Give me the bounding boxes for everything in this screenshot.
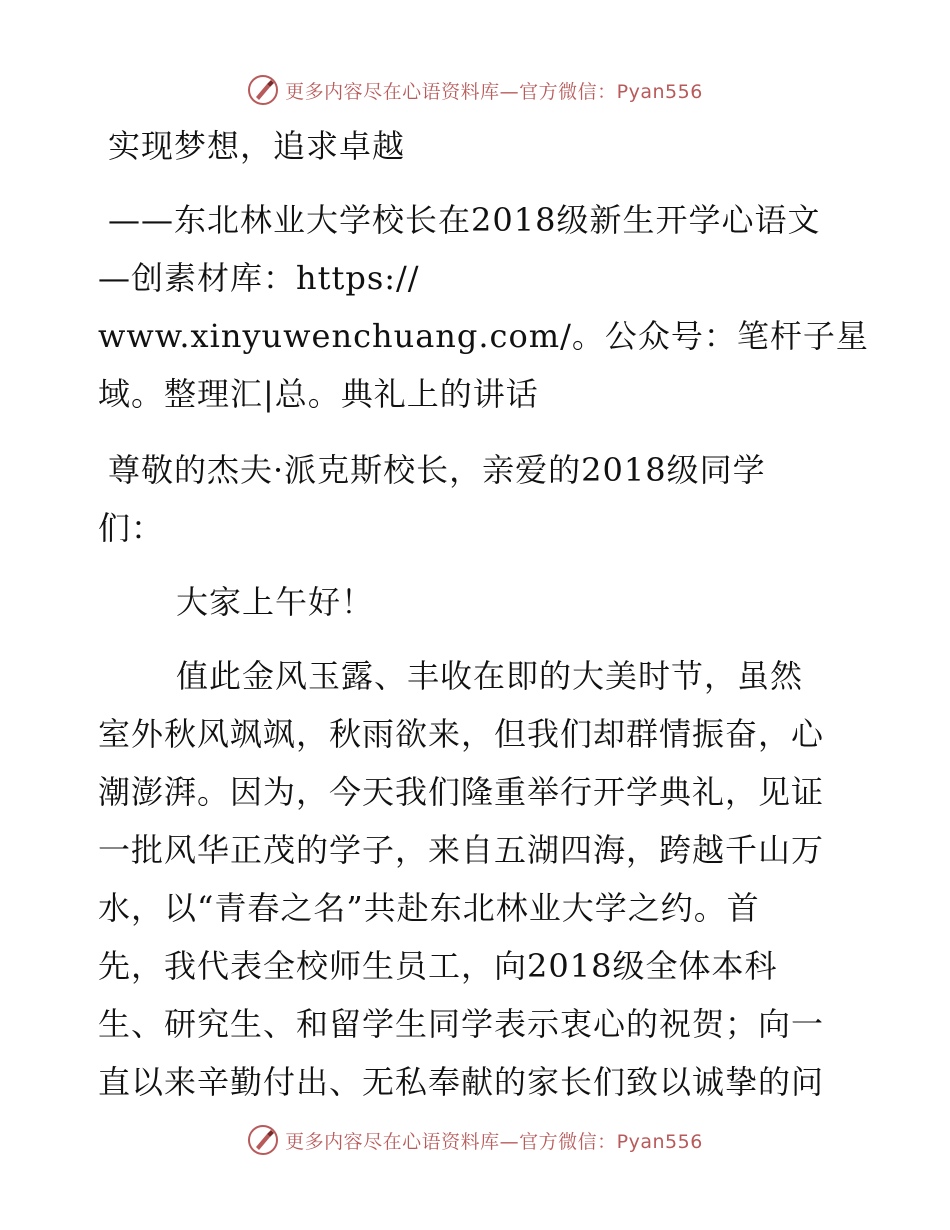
watermark-text: 更多内容尽在心语资料库—官方微信：Pyan556 xyxy=(285,1130,703,1153)
watermark-text: 更多内容尽在心语资料库—官方微信：Pyan556 xyxy=(285,80,703,103)
paragraph-line: 水，以“青春之名”共赴东北林业大学之约。首 xyxy=(98,889,760,927)
pen-logo-icon xyxy=(247,74,279,106)
pen-logo-icon xyxy=(247,1124,279,1156)
subtitle-line: www.xinyuwenchuang.com/。公众号：笔杆子星 xyxy=(98,317,869,355)
header-watermark xyxy=(0,70,950,110)
paragraph-line: 潮澎湃。因为，今天我们隆重举行开学典礼，见证 xyxy=(98,773,825,811)
paragraph-line: 室外秋风飒飒，秋雨欲来，但我们却群情振奋，心 xyxy=(98,715,825,753)
subtitle-line: —创素材库：https:// xyxy=(98,259,420,297)
salutation-line: 们： xyxy=(98,509,165,547)
paragraph-line: 生、研究生、和留学生同学表示衷心的祝贺；向一 xyxy=(98,1005,825,1043)
paragraph-line: 先，我代表全校师生员工，向2018级全体本科 xyxy=(98,947,778,985)
subtitle-line: ——东北林业大学校长在2018级新生开学心语文 xyxy=(108,201,821,239)
greeting: 大家上午好！ xyxy=(176,583,375,621)
paragraph-line: 直以来辛勤付出、无私奉献的家长们致以诚挚的问 xyxy=(98,1063,825,1101)
subtitle-line: 域。整理汇|总。典礼上的讲话 xyxy=(98,375,539,413)
document-title: 实现梦想，追求卓越 xyxy=(108,127,406,165)
salutation-line: 尊敬的杰夫·派克斯校长，亲爱的2018级同学 xyxy=(108,451,766,489)
footer-watermark xyxy=(0,1120,950,1160)
paragraph-line: 值此金风玉露、丰收在即的大美时节，虽然 xyxy=(176,657,804,695)
paragraph-line: 一批风华正茂的学子，来自五湖四海，跨越千山万 xyxy=(98,831,825,869)
